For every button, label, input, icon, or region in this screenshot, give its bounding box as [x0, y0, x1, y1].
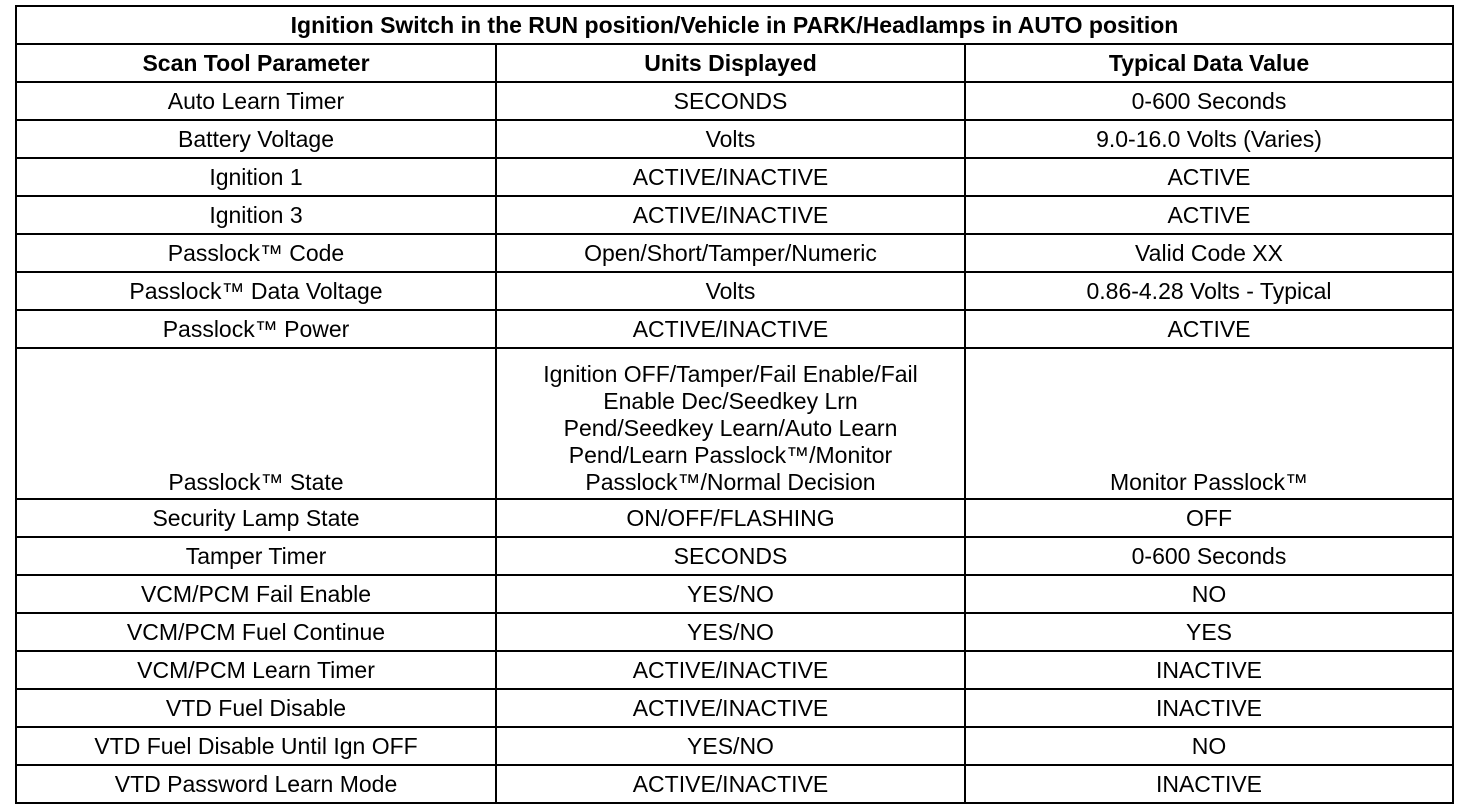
scan-tool-data-table: [15, 5, 1454, 804]
typical-value-cell: ACTIVE: [965, 158, 1453, 196]
parameter-cell: VTD Password Learn Mode: [16, 765, 496, 803]
typical-value-cell: INACTIVE: [965, 765, 1453, 803]
units-cell: SECONDS: [496, 537, 965, 575]
units-cell: ACTIVE/INACTIVE: [496, 196, 965, 234]
table-row: [16, 158, 1453, 196]
typical-value-cell: Monitor Passlock™: [965, 348, 1453, 499]
table-title-row: [16, 6, 1453, 44]
units-cell: Ignition OFF/Tamper/Fail Enable/Fail Enable Dec/Seedkey Lrn Pend/Seedkey Learn/Auto Learn Pend/Learn Passlock™/Monitor Passlock™/Normal Decision: [496, 348, 965, 499]
parameter-cell: Passlock™ Data Voltage: [16, 272, 496, 310]
table-row: [16, 689, 1453, 727]
typical-value-cell: 0-600 Seconds: [965, 82, 1453, 120]
table-row: [16, 727, 1453, 765]
parameter-cell: Passlock™ Code: [16, 234, 496, 272]
parameter-cell: Tamper Timer: [16, 537, 496, 575]
table-row: [16, 196, 1453, 234]
table-row: [16, 120, 1453, 158]
header-typical-data-value: Typical Data Value: [965, 44, 1453, 82]
units-cell: ACTIVE/INACTIVE: [496, 158, 965, 196]
units-cell: ACTIVE/INACTIVE: [496, 765, 965, 803]
parameter-cell: VCM/PCM Fuel Continue: [16, 613, 496, 651]
units-cell: Open/Short/Tamper/Numeric: [496, 234, 965, 272]
table-row: [16, 310, 1453, 348]
table-row: [16, 82, 1453, 120]
parameter-cell: Ignition 1: [16, 158, 496, 196]
parameter-cell: VCM/PCM Learn Timer: [16, 651, 496, 689]
table-header-row: [16, 44, 1453, 82]
table-row: [16, 765, 1453, 803]
typical-value-cell: OFF: [965, 499, 1453, 537]
table-row: [16, 272, 1453, 310]
typical-value-cell: YES: [965, 613, 1453, 651]
parameter-cell: Passlock™ Power: [16, 310, 496, 348]
parameter-cell: Passlock™ State: [16, 348, 496, 499]
header-units-displayed: Units Displayed: [496, 44, 965, 82]
units-cell: Volts: [496, 120, 965, 158]
table-row: [16, 575, 1453, 613]
units-cell: ON/OFF/FLASHING: [496, 499, 965, 537]
parameter-cell: VTD Fuel Disable Until Ign OFF: [16, 727, 496, 765]
typical-value-cell: 0-600 Seconds: [965, 537, 1453, 575]
typical-value-cell: NO: [965, 575, 1453, 613]
table-title: Ignition Switch in the RUN position/Vehicle in PARK/Headlamps in AUTO position: [16, 6, 1453, 44]
table-row: [16, 234, 1453, 272]
parameter-cell: VTD Fuel Disable: [16, 689, 496, 727]
parameter-cell: Security Lamp State: [16, 499, 496, 537]
units-cell: ACTIVE/INACTIVE: [496, 651, 965, 689]
typical-value-cell: ACTIVE: [965, 196, 1453, 234]
table-row: [16, 651, 1453, 689]
parameter-cell: Ignition 3: [16, 196, 496, 234]
typical-value-cell: 0.86-4.28 Volts - Typical: [965, 272, 1453, 310]
typical-value-cell: INACTIVE: [965, 689, 1453, 727]
units-cell: YES/NO: [496, 575, 965, 613]
typical-value-cell: INACTIVE: [965, 651, 1453, 689]
table-row: [16, 537, 1453, 575]
typical-value-cell: NO: [965, 727, 1453, 765]
parameter-cell: Battery Voltage: [16, 120, 496, 158]
table-row: [16, 348, 1453, 499]
units-cell: ACTIVE/INACTIVE: [496, 310, 965, 348]
table-row: [16, 613, 1453, 651]
units-cell: SECONDS: [496, 82, 965, 120]
parameter-cell: Auto Learn Timer: [16, 82, 496, 120]
parameter-cell: VCM/PCM Fail Enable: [16, 575, 496, 613]
units-cell: YES/NO: [496, 727, 965, 765]
units-cell: YES/NO: [496, 613, 965, 651]
typical-value-cell: Valid Code XX: [965, 234, 1453, 272]
header-scan-tool-parameter: Scan Tool Parameter: [16, 44, 496, 82]
units-cell: Volts: [496, 272, 965, 310]
typical-value-cell: ACTIVE: [965, 310, 1453, 348]
table-row: [16, 499, 1453, 537]
typical-value-cell: 9.0-16.0 Volts (Varies): [965, 120, 1453, 158]
units-cell: ACTIVE/INACTIVE: [496, 689, 965, 727]
